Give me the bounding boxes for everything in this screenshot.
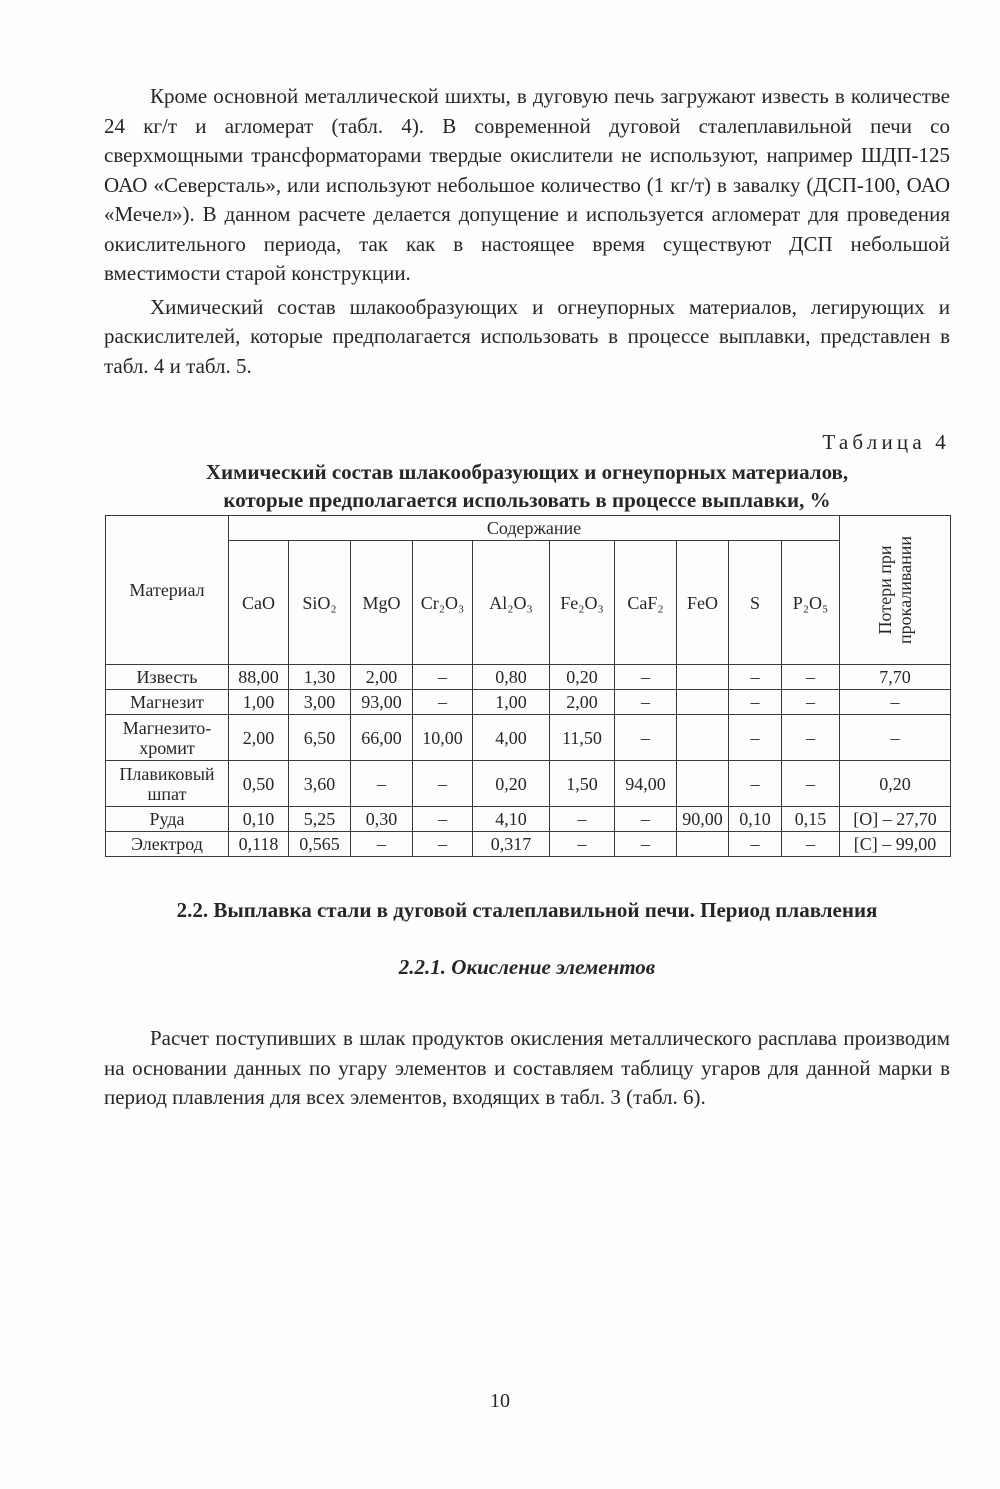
cell-value: 7,70 <box>840 665 951 690</box>
cell-value: – <box>351 832 413 857</box>
cell-value: 0,317 <box>473 832 550 857</box>
cell-value: 1,50 <box>550 761 615 807</box>
cell-value: – <box>550 832 615 857</box>
table-title <box>104 458 950 514</box>
table-row <box>106 807 951 832</box>
table-row <box>106 832 951 857</box>
table-title-line-2: которые предполагается использовать в процессе выплавки, % <box>223 488 831 512</box>
cell-value: 88,00 <box>229 665 289 690</box>
cell-value: 0,10 <box>229 807 289 832</box>
header-material: Материал <box>106 516 229 665</box>
cell-material: Руда <box>106 807 229 832</box>
closing-text <box>104 1024 950 1113</box>
cell-value: – <box>413 690 473 715</box>
cell-value: – <box>729 665 782 690</box>
header-component: S <box>729 541 782 665</box>
header-component: CaF₂ <box>615 541 677 665</box>
header-component: P₂O₅ <box>782 541 840 665</box>
cell-value: 0,30 <box>351 807 413 832</box>
cell-value <box>677 832 729 857</box>
table-title-line-1: Химический состав шлакообразующих и огнеупорных материалов, <box>205 460 849 484</box>
cell-value: – <box>782 690 840 715</box>
paragraph-1: Кроме основной металлической шихты, в дуговую печь загружают известь в количестве 24 кг/т и агломерат (табл. 4). В современной дуговой сталеплавильной печи со сверхмощными трансформаторами твердые окислители не используют, например ШДП-125 ОАО «Северсталь», или используют небольшое количество (1 кг/т) в завалку (ДСП-100, ОАО «Мечел»). В данном расчете делается допущение и используется агломерат для проведения окислительного периода, так как в настоящее время существуют ДСП небольшой вместимости старой конструкции. <box>104 84 950 285</box>
cell-value: 1,00 <box>229 690 289 715</box>
cell-value: 66,00 <box>351 715 413 761</box>
cell-value: 2,00 <box>229 715 289 761</box>
table-row <box>106 690 951 715</box>
header-loss <box>840 516 951 665</box>
cell-value: – <box>729 761 782 807</box>
cell-value: 0,565 <box>289 832 351 857</box>
cell-value: – <box>550 807 615 832</box>
paragraph-3: Расчет поступивших в шлак продуктов окисления металлического расплава производим на основании данных по угару элементов и составляем таблицу угаров для данной марки в период плавления для всех элементов, входящих в табл. 3 (табл. 6). <box>104 1026 950 1109</box>
cell-value: – <box>413 665 473 690</box>
cell-value: 10,00 <box>413 715 473 761</box>
cell-value: [O] – 27,70 <box>840 807 951 832</box>
page-number: 10 <box>490 1390 510 1412</box>
cell-value <box>677 665 729 690</box>
cell-value: [C] – 99,00 <box>840 832 951 857</box>
cell-value: 2,00 <box>550 690 615 715</box>
cell-value: – <box>729 690 782 715</box>
cell-value: 0,50 <box>229 761 289 807</box>
header-content: Содержание <box>229 516 840 541</box>
cell-value: – <box>615 715 677 761</box>
section-heading: 2.2. Выплавка стали в дуговой сталеплавильной печи. Период плавления <box>176 898 878 922</box>
cell-value: – <box>413 761 473 807</box>
header-component: Al₂O₃ <box>473 541 550 665</box>
paragraph-2: Химический состав шлакообразующих и огнеупорных материалов, легирующих и раскислителей, которые предполагается использовать в процессе выплавки, представлен в табл. 4 и табл. 5. <box>104 294 950 378</box>
cell-value: 11,50 <box>550 715 615 761</box>
cell-value: 0,15 <box>782 807 840 832</box>
cell-value: – <box>413 807 473 832</box>
cell-value: 1,30 <box>289 665 351 690</box>
cell-material: Плавиковый шпат <box>106 761 229 807</box>
cell-material: Магнезито-хромит <box>106 715 229 761</box>
cell-value: 0,118 <box>229 832 289 857</box>
cell-value: 4,00 <box>473 715 550 761</box>
cell-value: 2,00 <box>351 665 413 690</box>
cell-value: – <box>782 665 840 690</box>
table-row <box>106 665 951 690</box>
composition-table <box>105 515 951 857</box>
table-row <box>106 715 951 761</box>
cell-value: 0,20 <box>473 761 550 807</box>
cell-value: 5,25 <box>289 807 351 832</box>
cell-value <box>677 690 729 715</box>
cell-value: 0,10 <box>729 807 782 832</box>
cell-material: Электрод <box>106 832 229 857</box>
cell-value: – <box>615 665 677 690</box>
cell-value: 0,80 <box>473 665 550 690</box>
cell-value: – <box>782 832 840 857</box>
cell-value: – <box>729 832 782 857</box>
subsection-heading: 2.2.1. Окисление элементов <box>398 955 656 979</box>
table-label: Таблица 4 <box>822 430 950 454</box>
cell-value: – <box>840 715 951 761</box>
cell-value: 3,60 <box>289 761 351 807</box>
cell-value: 0,20 <box>840 761 951 807</box>
cell-value: 0,20 <box>550 665 615 690</box>
cell-value: – <box>615 832 677 857</box>
header-component: MgO <box>351 541 413 665</box>
cell-value: 1,00 <box>473 690 550 715</box>
intro-text <box>104 82 950 381</box>
header-component: SiO₂ <box>289 541 351 665</box>
cell-value: 4,10 <box>473 807 550 832</box>
cell-value <box>677 761 729 807</box>
cell-value <box>677 715 729 761</box>
cell-value: – <box>729 715 782 761</box>
header-component: CaO <box>229 541 289 665</box>
cell-value: 6,50 <box>289 715 351 761</box>
cell-value: – <box>840 690 951 715</box>
cell-value: – <box>782 715 840 761</box>
header-component: FeO <box>677 541 729 665</box>
cell-value: – <box>615 807 677 832</box>
cell-value: 93,00 <box>351 690 413 715</box>
cell-value: 90,00 <box>677 807 729 832</box>
cell-value: 3,00 <box>289 690 351 715</box>
cell-value: – <box>615 690 677 715</box>
cell-value: – <box>413 832 473 857</box>
cell-value: 94,00 <box>615 761 677 807</box>
table-row <box>106 761 951 807</box>
cell-value: – <box>351 761 413 807</box>
header-component: Fe₂O₃ <box>550 541 615 665</box>
header-loss-text: Потери при прокаливании <box>875 535 916 645</box>
cell-material: Известь <box>106 665 229 690</box>
cell-material: Магнезит <box>106 690 229 715</box>
header-component: Cr₂O₃ <box>413 541 473 665</box>
cell-value: – <box>782 761 840 807</box>
